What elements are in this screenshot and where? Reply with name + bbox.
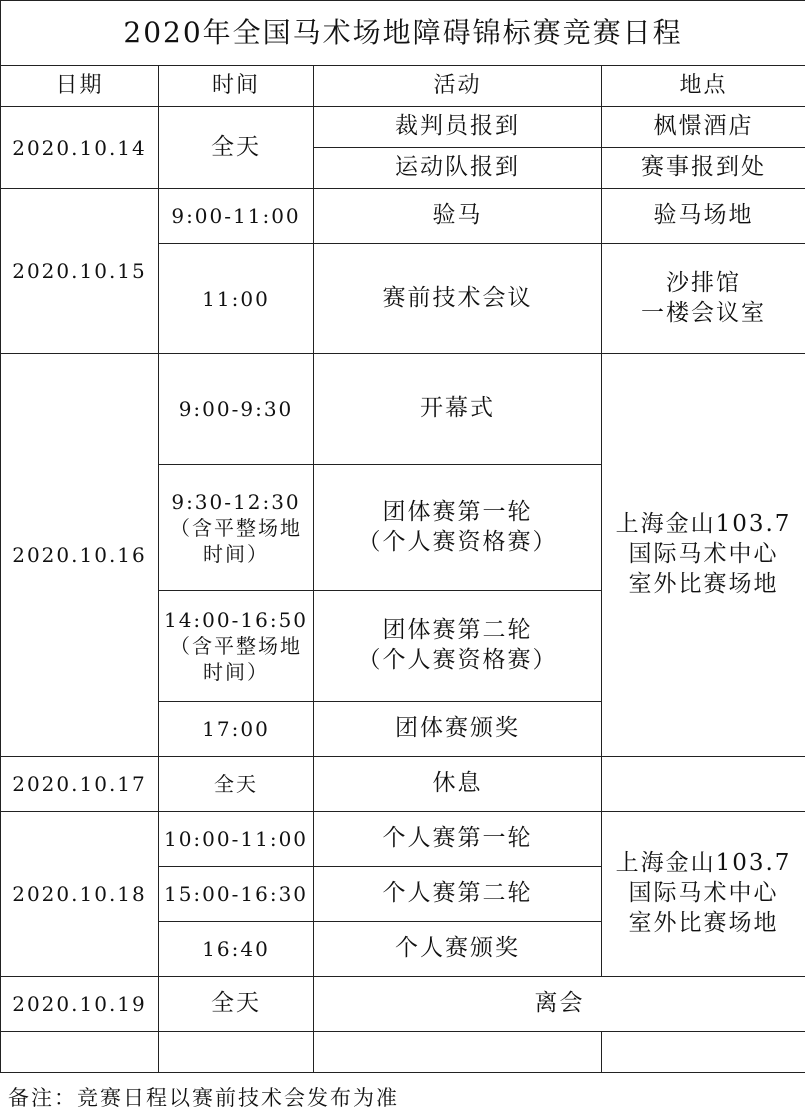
time-cell: 全天 (159, 757, 314, 812)
time-range: 9:30-12:30 (171, 489, 301, 514)
time-cell: 11:00 (159, 244, 314, 354)
venue-cell: 验马场地 (602, 189, 805, 244)
time-range: 14:00-16:50 (163, 608, 309, 632)
header-venue: 地点 (602, 66, 805, 107)
time-cell: 9:00-11:00 (159, 189, 314, 244)
table-row (1, 107, 805, 148)
activity-line: 团体赛第二轮 (382, 617, 533, 644)
activity-cell (314, 591, 602, 702)
date-cell: 2020.10.19 (1, 977, 159, 1032)
venue-line: 上海金山103.7 (615, 850, 792, 877)
date-cell: 2020.10.18 (1, 812, 159, 977)
time-cell (159, 465, 314, 591)
activity-cell: 个人赛第二轮 (314, 867, 602, 922)
empty-cell (602, 1032, 805, 1073)
venue-line: 上海金山103.7 (615, 511, 792, 538)
activity-cell: 离会 (314, 977, 805, 1032)
activity-line: （个人赛资格赛） (357, 647, 558, 673)
venue-cell: 赛事报到处 (602, 148, 805, 189)
activity-cell: 裁判员报到 (314, 107, 602, 148)
venue-line: 沙排馆 (666, 269, 741, 296)
table-row (1, 757, 805, 812)
venue-line: 室外比赛场地 (628, 909, 779, 936)
venue-line: 国际马术中心 (628, 880, 779, 907)
venue-cell (602, 757, 805, 812)
time-cell: 9:00-9:30 (159, 354, 314, 465)
venue-line: 一楼会议室 (641, 299, 766, 326)
date-cell: 2020.10.17 (1, 757, 159, 812)
activity-line: 团体赛第一轮 (382, 498, 533, 525)
header-time: 时间 (159, 66, 314, 107)
time-cell: 10:00-11:00 (159, 812, 314, 867)
venue-cell (602, 354, 805, 757)
time-cell: 17:00 (159, 702, 314, 757)
activity-cell: 运动队报到 (314, 148, 602, 189)
time-note: （含平整场地 (170, 515, 302, 540)
footnote: 备注：竞赛日程以赛前技术会发布为准 (8, 1086, 399, 1110)
venue-line: 室外比赛场地 (628, 570, 779, 597)
empty-cell (159, 1032, 314, 1073)
activity-cell: 个人赛颁奖 (314, 922, 602, 977)
venue-cell (602, 812, 805, 977)
header-row (1, 66, 805, 107)
venue-cell (602, 244, 805, 354)
activity-cell: 团体赛颁奖 (314, 702, 602, 757)
table-row (1, 977, 805, 1032)
venue-line: 国际马术中心 (628, 541, 779, 568)
activity-cell (314, 465, 602, 591)
time-cell: 15:00-16:30 (159, 867, 314, 922)
venue-cell: 枫憬酒店 (602, 107, 805, 148)
date-cell: 2020.10.14 (1, 107, 159, 189)
time-cell: 全天 (159, 107, 314, 189)
time-cell (159, 591, 314, 702)
table-row (1, 189, 805, 244)
activity-cell: 验马 (314, 189, 602, 244)
activity-cell: 赛前技术会议 (314, 244, 602, 354)
page-title: 2020年全国马术场地障碍锦标赛竞赛日程 (1, 1, 805, 66)
activity-cell: 个人赛第一轮 (314, 812, 602, 867)
empty-cell (314, 1032, 602, 1073)
blank-row (1, 1032, 805, 1073)
activity-line: （个人赛资格赛） (357, 528, 558, 555)
table-row (1, 354, 805, 465)
empty-cell (1, 1032, 159, 1073)
time-cell: 全天 (159, 977, 314, 1032)
header-activity: 活动 (314, 66, 602, 107)
time-cell: 16:40 (159, 922, 314, 977)
activity-cell: 开幕式 (314, 354, 602, 465)
time-note: 时间） (203, 660, 269, 684)
time-note: 时间） (203, 541, 269, 566)
table-row (1, 812, 805, 867)
activity-cell: 休息 (314, 757, 602, 812)
time-note: （含平整场地 (170, 634, 302, 658)
header-date: 日期 (1, 66, 159, 107)
date-cell: 2020.10.16 (1, 354, 159, 757)
date-cell: 2020.10.15 (1, 189, 159, 354)
title-row (1, 1, 805, 66)
